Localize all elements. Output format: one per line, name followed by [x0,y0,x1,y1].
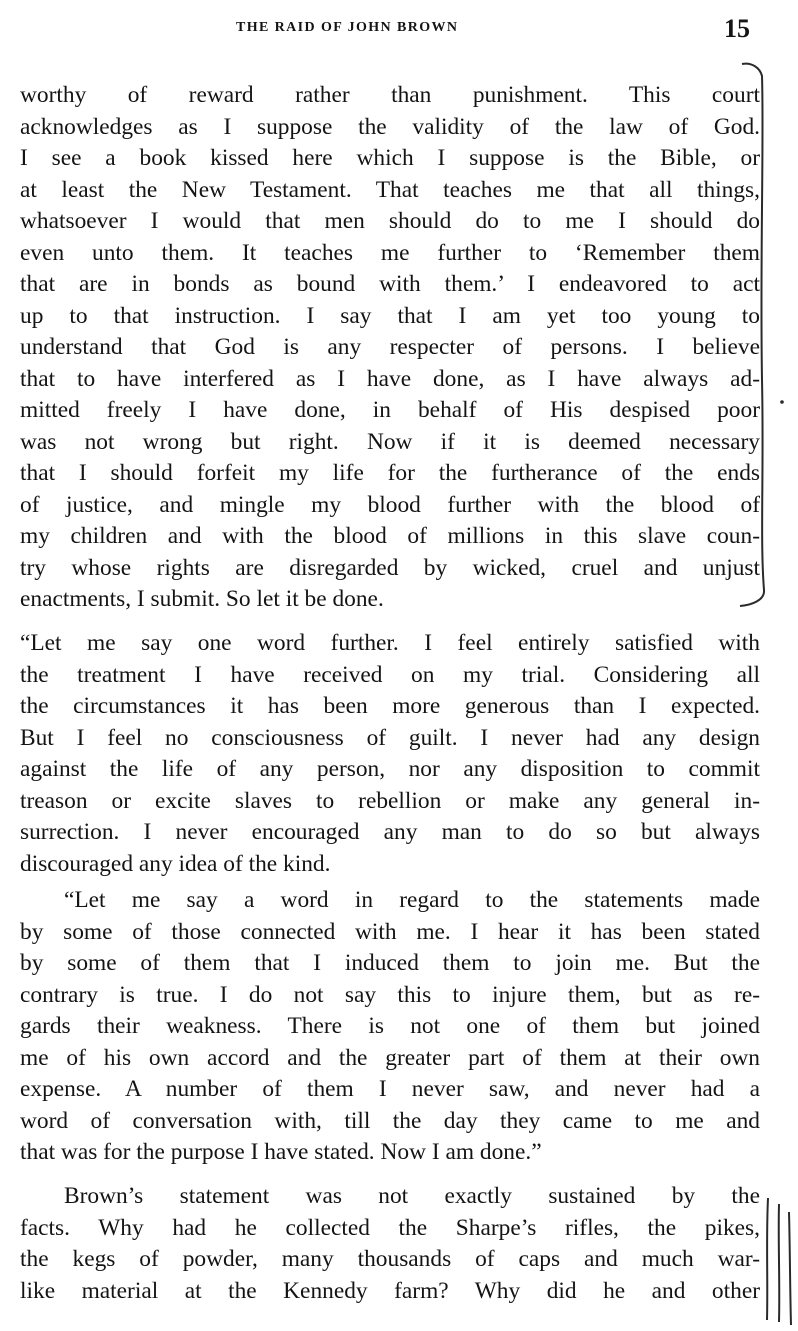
text-line: that are in bonds as bound with them.’ I endeavored to act [20,271,760,297]
stray-dot-mark [780,400,784,404]
text-line: up to that instruction. I say that I am yet too young to [20,303,760,329]
text-line: even unto them. It teaches me further to ‘Remember them [20,240,760,266]
text-line: understand that God is any respecter of persons. I believe [20,334,760,360]
text-line: acknowledges as I suppose the validity of the law of God. [20,114,760,140]
text-line: against the life of any person, nor any disposition to commit [20,756,760,782]
text-line: of justice, and mingle my blood further with the blood of [20,492,760,518]
text-line: the circumstances it has been more generous than I expected. [20,693,760,719]
text-line: discouraged any idea of the kind. [20,851,331,877]
text-line: facts. Why had he collected the Sharpe’s rifles, the pikes, [20,1215,760,1241]
text-line: like material at the Kennedy farm? Why did he and other [20,1278,760,1304]
text-line: my children and with the blood of millions in this slave coun- [20,523,760,549]
text-line: Brown’s statement was not exactly sustained by the [64,1183,760,1209]
running-header [0,14,798,44]
text-line: that I should forfeit my life for the furtherance of the ends [20,460,760,486]
text-line: that to have interfered as I have done, as I have always ad- [20,366,760,392]
page-number: 15 [724,14,750,43]
text-line: But I feel no consciousness of guilt. I never had any design [20,725,760,751]
text-line: surrection. I never encouraged any man to do so but always [20,819,760,845]
text-line: mitted freely I have done, in behalf of His despised poor [20,397,760,423]
text-line: “Let me say one word further. I feel entirely satisfied with [20,630,760,656]
text-line: treason or excite slaves to rebellion or make any general in- [20,788,760,814]
text-line: the kegs of powder, many thousands of caps and much war- [20,1246,760,1272]
text-line: “Let me say a word in regard to the statements made [64,887,760,913]
text-line: at least the New Testament. That teaches me that all things, [20,177,760,203]
text-line: expense. A number of them I never saw, and never had a [20,1076,760,1102]
running-title: THE RAID OF JOHN BROWN [236,20,459,35]
text-line: worthy of reward rather than punishment. This court [20,82,760,108]
margin-line-mark-3 [789,1212,791,1325]
text-line: me of his own accord and the greater part of them at their own [20,1045,760,1071]
text-line: by some of those connected with me. I hear it has been stated [20,919,760,945]
text-line: gards their weakness. There is not one of them but joined [20,1013,760,1039]
text-line: whatsoever I would that men should do to me I should do [20,208,760,234]
text-line: I see a book kissed here which I suppose is the Bible, or [20,145,760,171]
text-line: by some of them that I induced them to join me. But the [20,950,760,976]
text-line: try whose rights are disregarded by wicked, cruel and unjust [20,555,760,581]
text-line: word of conversation with, till the day they came to me and [20,1108,760,1134]
text-line: that was for the purpose I have stated. Now I am done.” [20,1139,542,1165]
text-line: contrary is true. I do not say this to injure them, but as re- [20,982,760,1008]
margin-line-mark-2 [779,1204,780,1322]
text-line: enactments, I submit. So let it be done. [20,586,384,612]
text-line: the treatment I have received on my trial. Considering all [20,662,760,688]
text-line: was not wrong but right. Now if it is deemed necessary [20,429,760,455]
margin-line-mark-1 [767,1198,768,1320]
